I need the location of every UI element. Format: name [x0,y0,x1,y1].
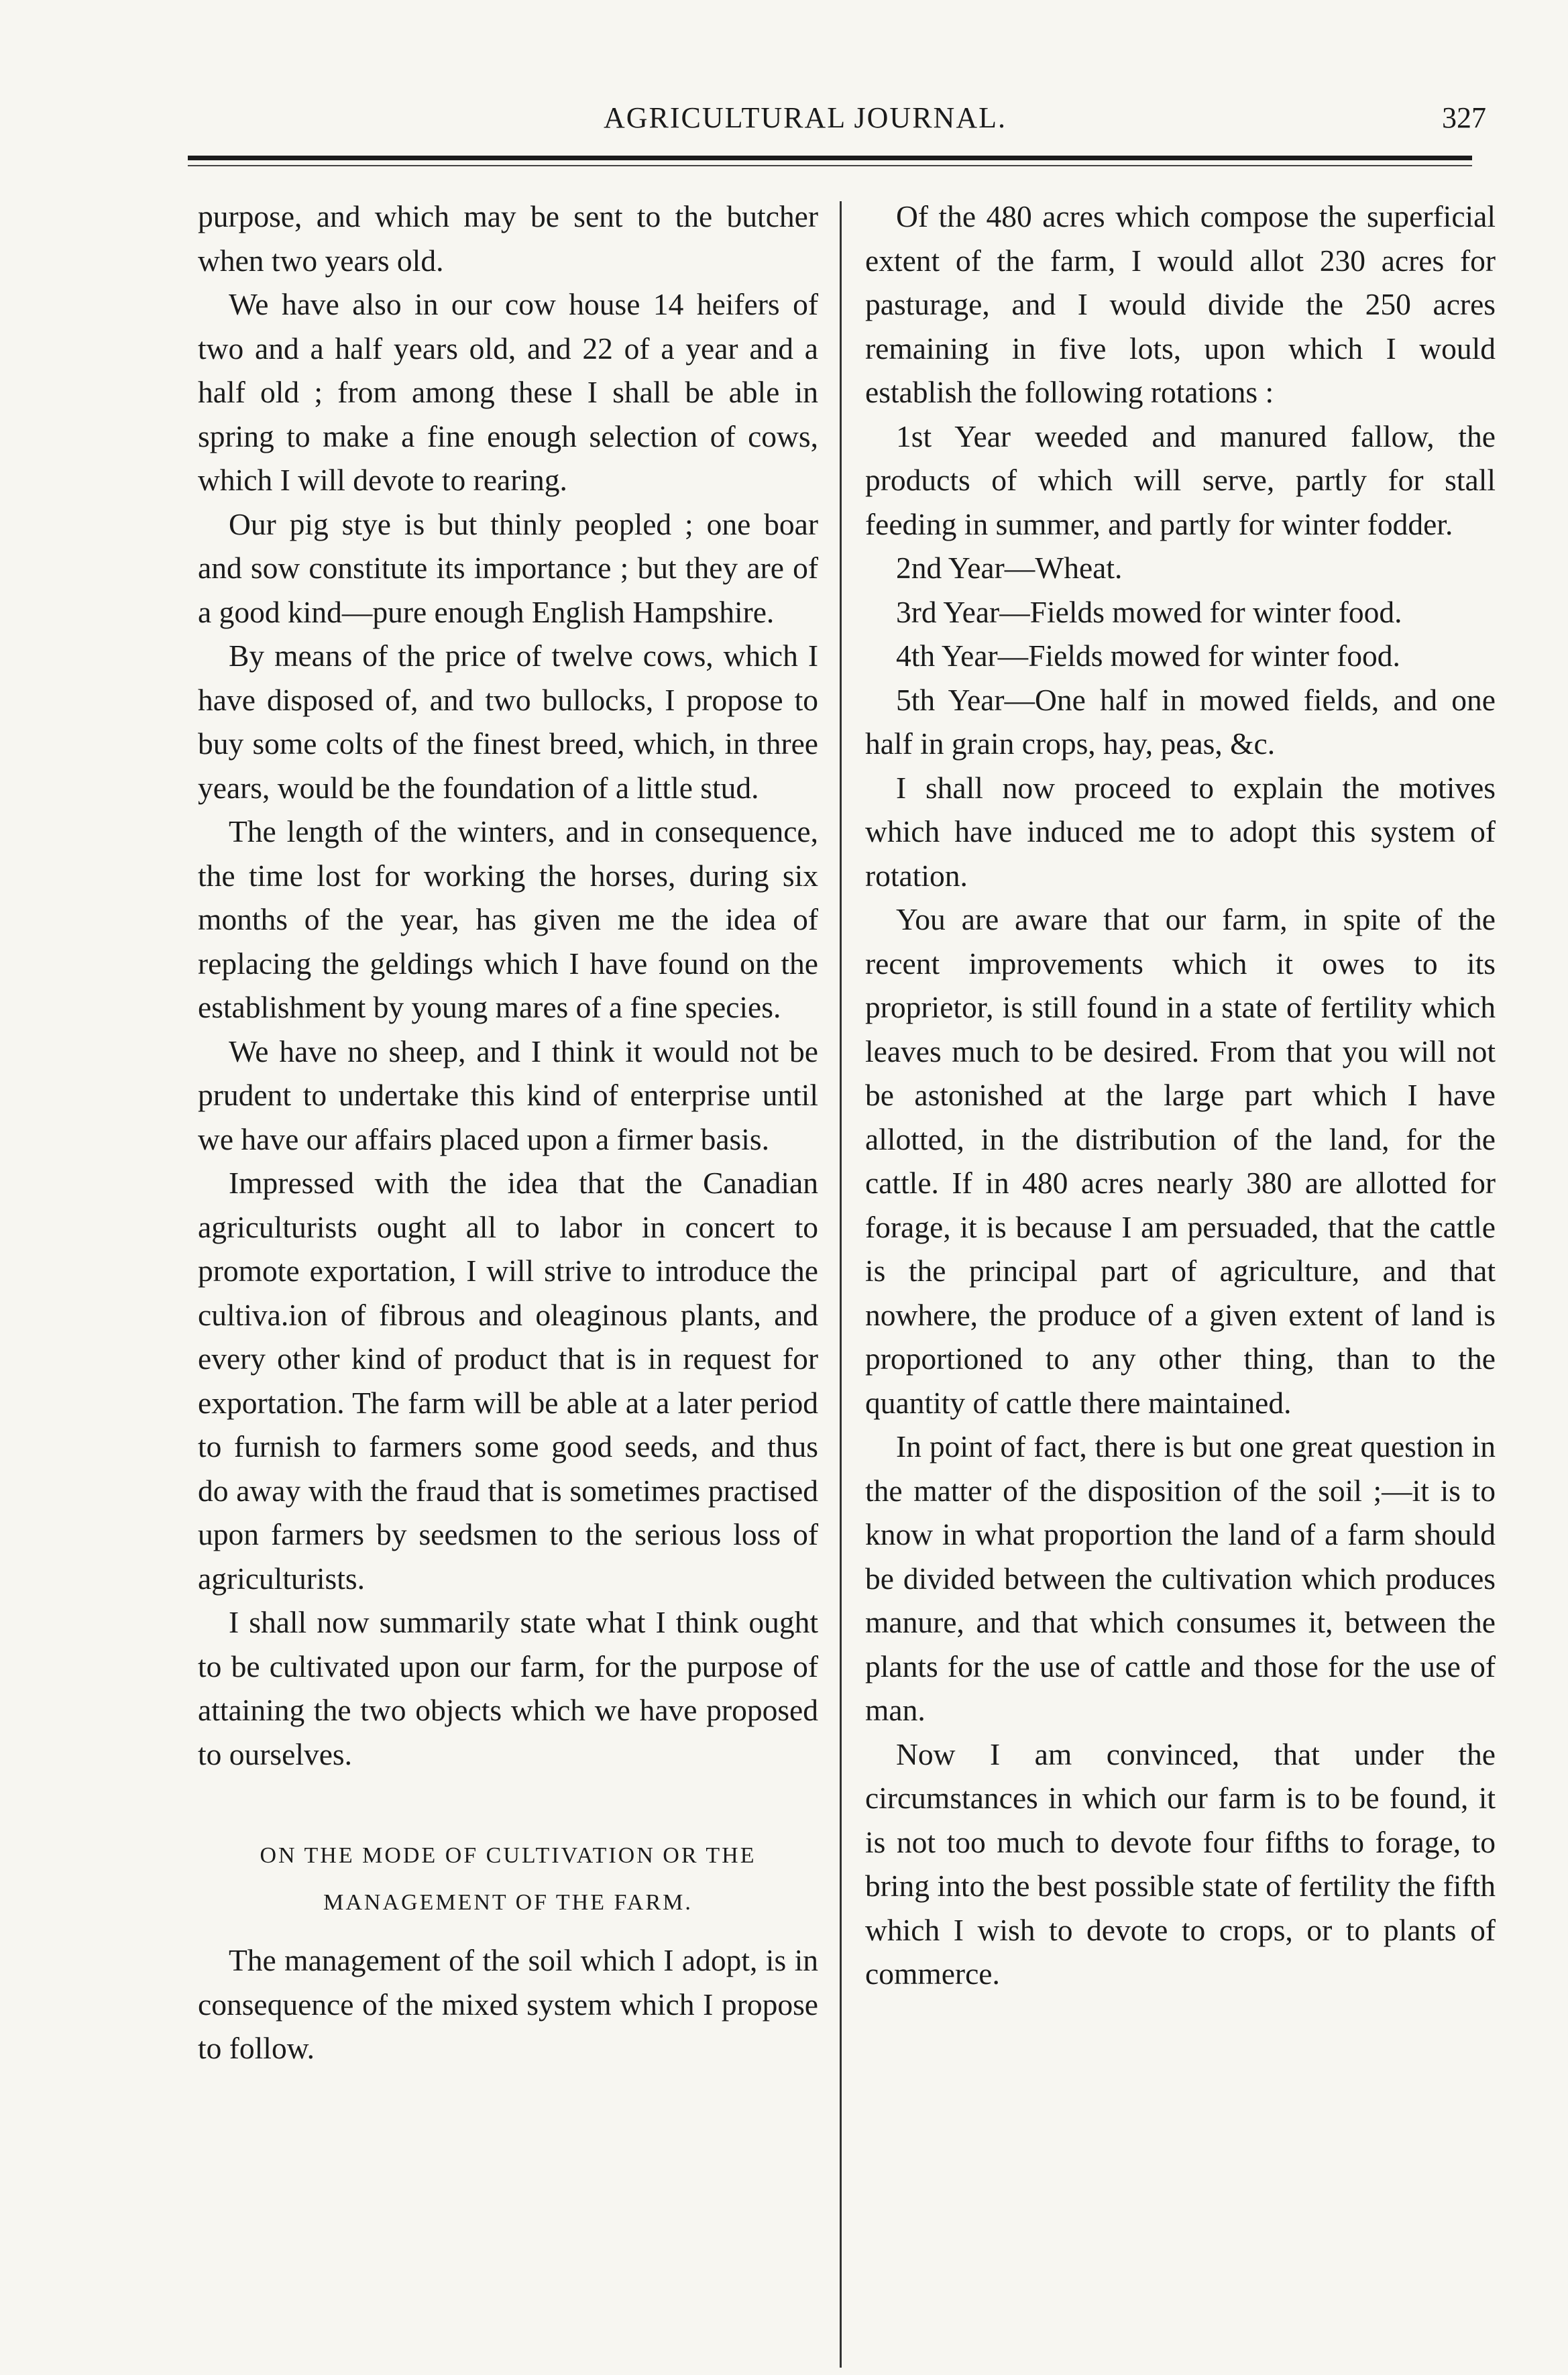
paragraph: 5th Year—One half in mowed fields, and one half in grain crops, hay, peas, &c. [865,682,1496,761]
column-divider [840,201,842,2368]
paragraph: Now I am convinced, that under the circumstances in which our farm is to be found, it is not too much to devote four fifths to forage, to bring into the best possible state of fertility the fifth which I wish to devote to crops, or to plants of commerce. [865,1736,1496,1991]
section-heading: ON THE MODE OF CULTIVATION OR THE MANAGEMENT OF THE FARM. [260,1843,757,1915]
page-number: 327 [1442,101,1486,134]
running-title: AGRICULTURAL JOURNAL. [604,101,1007,134]
paragraph: The management of the soil which I adopt, is in consequence of the mixed system which I propose to follow. [198,1943,818,2065]
paragraph: 1st Year weeded and manured fallow, the products of which will serve, partly for stall feeding in summer, and partly for winter fodder. [865,419,1496,541]
paragraph: The length of the winters, and in consequence, the time lost for working the horses, during six months of the year, has given me the idea of replacing the geldings which I have found on the establishment by young mares of a fine species. [198,814,818,1024]
paragraph: 3rd Year—Fields mowed for winter food. [896,594,1402,629]
paragraph: Impressed with the idea that the Canadian agriculturists ought all to labor in concert to promote exportation, I will strive to introduce the cultiva.ion of fibrous and oleaginous plants, and every other kind of product that is in request for exportation. The farm will be able at a later period to furnish to farmers some good seeds, and thus do away with the fraud that is sometimes practised upon farmers by seedsmen to the serious loss of agriculturists. [198,1166,818,1596]
header-rule-thin [188,165,1472,166]
paragraph: Of the 480 acres which compose the superficial extent of the farm, I would allot 230 acres for pasturage, and I would divide the 250 acres remaining in five lots, upon which I would establish the following rotations : [865,199,1496,409]
paragraph: We have no sheep, and I think it would not be prudent to undertake this kind of enterprise until we have our affairs placed upon a firmer basis. [198,1034,818,1156]
paragraph: purpose, and which may be sent to the butcher when two years old. [198,199,818,278]
paragraph: I shall now summarily state what I think ought to be cultivated upon our farm, for the purpose of attaining the two objects which we have proposed to ourselves. [198,1605,818,1771]
paragraph: In point of fact, there is but one great question in the matter of the disposition of the soil ;—it is to know in what proportion the land of a farm should be divided between the cultivation which produces manure, and that which consumes it, between the plants for the use of cattle and those for the use of man. [865,1429,1496,1727]
paragraph: 2nd Year—Wheat. [896,551,1123,585]
paragraph: By means of the price of twelve cows, which I have disposed of, and two bullocks, I propose to buy some colts of the finest breed, which, in three years, would be the foundation of a little stud. [198,639,818,805]
right-column [865,195,1496,1996]
paragraph: You are aware that our farm, in spite of the recent improvements which it owes to its proprietor, is still found in a state of fertility which leaves much to be desired. From that you will not be astonished at the large part which I have allotted, in the distribution of the land, for the cattle. If in 480 acres nearly 380 are allotted for forage, it is because I am persuaded, that the cattle is the principal part of agriculture, and that nowhere, the produce of a given extent of land is proportioned to any other thing, than to the quantity of cattle there maintained. [865,902,1496,1420]
paragraph: We have also in our cow house 14 heifers of two and a half years old, and 22 of a year and a half old ; from among these I shall be able in spring to make a fine enough selection of cows, which I will devote to rearing. [198,287,818,497]
paragraph: Our pig stye is but thinly peopled ; one boar and sow constitute its importance ; but they are of a good kind—pure enough English Hampshire. [198,506,818,629]
left-column [198,195,818,2070]
paragraph: I shall now proceed to explain the motives which have induced me to adopt this system of rotation. [865,770,1496,893]
paragraph: 4th Year—Fields mowed for winter food. [896,639,1400,673]
header-rule [188,156,1472,160]
